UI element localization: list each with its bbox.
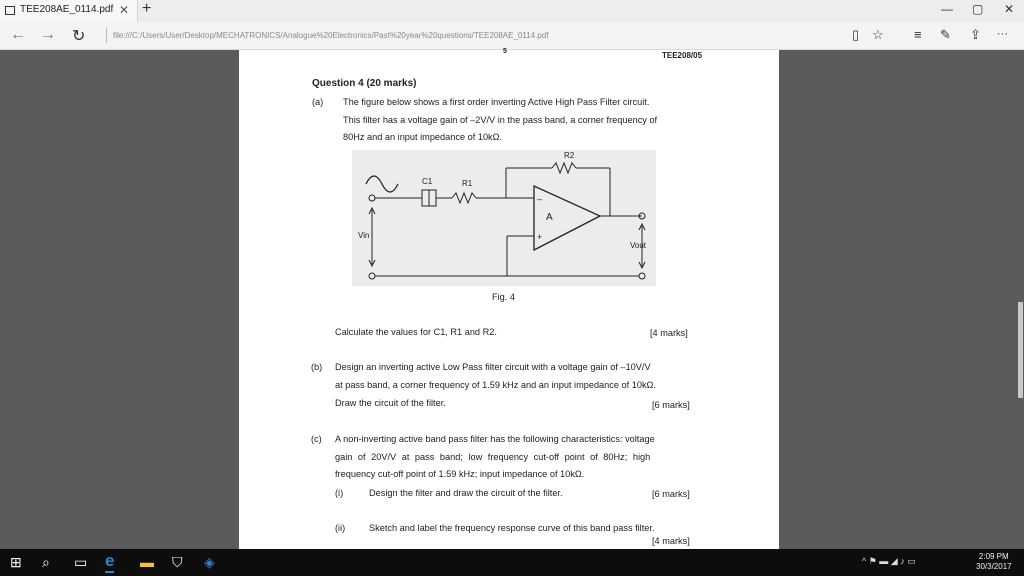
scrollbar-thumb[interactable] [1018,302,1023,398]
part-ci-label: (i) [335,488,344,498]
header-code: TEE208/05 [662,51,703,60]
hub-icon[interactable]: ≡ [914,27,922,42]
more-icon[interactable]: ··· [997,28,1008,40]
refresh-button[interactable]: ↻ [72,28,86,45]
system-tray-icons[interactable]: ^ ⚑ ▬ ◢ ♪ ▭ [862,556,916,566]
back-button[interactable]: ← [10,26,26,43]
ground-terminal-left [369,273,375,279]
file-explorer-icon[interactable]: ▬ [140,554,154,570]
circuit-figure [352,150,656,286]
vin-label: Vin [358,231,370,240]
part-b-line2: at pass band, a corner frequency of 1.59 kHz and an input impedance of 10kΩ. [335,380,656,390]
question-title: Question 4 (20 marks) [312,78,417,89]
part-a-line1: The figure below shows a first order inverting Active High Pass Filter circuit. [343,97,650,107]
sine-source-icon [366,176,398,192]
reading-view-icon[interactable]: ▯ [852,27,860,42]
part-a-line2: This filter has a voltage gain of –2V/V in the pass band, a corner frequency of [343,115,658,125]
minus-label: – [537,194,543,204]
search-icon[interactable]: ⌕ [42,554,50,570]
c1-label: C1 [422,177,433,186]
tab-close-button[interactable]: ✕ [119,3,130,17]
amp-label: A [546,212,553,223]
circuit-diagram [352,150,656,286]
part-b-marks: [6 marks] [652,400,690,410]
web-note-icon[interactable]: ✎ [940,27,951,42]
task-view-icon[interactable]: ▭ [74,554,88,570]
part-c-label: (c) [311,434,322,444]
edge-taskbar-icon[interactable]: e [105,551,114,573]
dropbox-icon[interactable]: ◈ [204,554,215,570]
restore-button[interactable]: ▢ [972,2,984,16]
forward-button[interactable]: → [40,26,56,43]
favorite-star-icon[interactable]: ☆ [872,27,884,42]
close-window-button[interactable]: ✕ [1004,2,1015,16]
url-field[interactable]: file:///C:/Users/User/Desktop/MECHATRONICS/Analogue%20Electronics/Past%20year%20questions/TEE208AE_0114.pdf [106,28,853,43]
part-b-label: (b) [311,362,323,372]
part-b-line1: Design an inverting active Low Pass filter circuit with a voltage gain of –10V/V [335,362,651,372]
clock-time: 2:09 PM [978,552,1009,561]
new-tab-button[interactable]: + [142,0,152,17]
resistor-r2 [552,163,576,173]
browser-tab[interactable] [0,0,138,22]
part-a-label: (a) [312,97,324,107]
resistor-r1 [452,193,476,203]
ground-terminal-right [639,273,645,279]
scrollbar[interactable] [1016,50,1024,549]
taskbar [0,549,1024,576]
r2-label: R2 [564,151,575,160]
address-bar [0,22,1024,50]
start-button[interactable]: ⊞ [10,554,22,570]
vout-label: Vout [630,241,647,250]
part-cii-marks: [4 marks] [652,536,690,546]
part-cii-text: Sketch and label the frequency response curve of this band pass filter. [369,523,655,533]
title-bar [0,0,1024,23]
part-c-line1: A non-inverting active band pass filter has the following characteristics: voltage [335,434,655,444]
part-ci-text: Design the filter and draw the circuit of the filter. [369,488,563,498]
part-b-line3: Draw the circuit of the filter. [335,398,446,408]
pdf-tab-icon [5,6,15,15]
clock-date: 30/3/2017 [976,562,1012,571]
part-a-marks: [4 marks] [650,328,688,338]
part-a-task: Calculate the values for C1, R1 and R2. [335,327,497,337]
figure-caption: Fig. 4 [492,292,515,302]
part-c-line2: gain of 20V/V at pass band; low frequency cut-off point of 80Hz; high [335,452,651,462]
clock[interactable] [976,552,1012,572]
minimize-button[interactable]: — [941,2,953,16]
share-icon[interactable]: ⇪ [970,27,981,42]
tab-title: TEE208AE_0114.pdf [20,4,114,15]
part-c-line3: frequency cut-off point of 1.59 kHz; input impedance of 10kΩ. [335,469,585,479]
input-terminal [369,195,375,201]
op-amp [534,186,600,250]
plus-label: + [537,232,543,242]
r1-label: R1 [462,179,473,188]
part-ci-marks: [6 marks] [652,489,690,499]
part-cii-label: (ii) [335,523,346,533]
store-icon[interactable]: ⛉ [172,554,183,570]
part-a-line3: 80Hz and an input impedance of 10kΩ. [343,132,503,142]
page-number: 5 [503,48,507,55]
